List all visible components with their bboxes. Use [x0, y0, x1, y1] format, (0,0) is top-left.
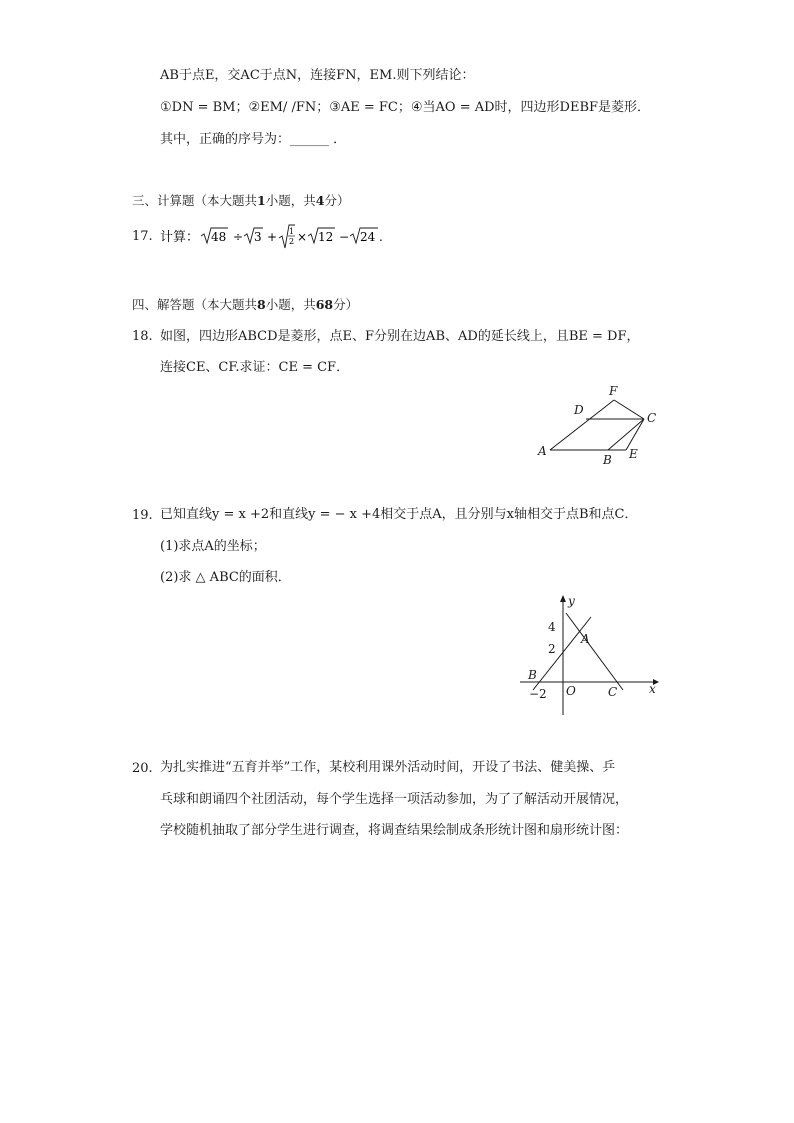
line-y-equals-x-plus-2 — [533, 617, 591, 690]
q19-part-2: (2)求 △ ABC的面积． — [160, 570, 291, 585]
label-F: F — [609, 384, 618, 398]
q17-radicand-3: 3 — [254, 230, 262, 244]
q17-radicand-12: 12 — [318, 230, 334, 244]
section-4-end: 分） — [333, 297, 359, 312]
q17-end: . — [379, 230, 383, 244]
section-3-header — [132, 192, 349, 210]
section-4-mid: 小题，共 — [265, 297, 316, 312]
q17-op-divide: ÷ — [233, 230, 244, 244]
q19-line-1: 已知直线y = x +2和直线y = − x +4相交于点A，且分别与x轴相交于点B和点C． — [160, 507, 638, 522]
line-y-equals-neg-x-plus-4 — [566, 613, 623, 690]
q19-part-1: (1)求点A的坐标； — [160, 539, 266, 554]
section-4-title: 四、解答题（本大题共 — [132, 297, 258, 312]
q19-number: 19. — [132, 508, 153, 523]
q17-op-plus: + — [267, 230, 278, 244]
q20-line-2: 乓球和朗诵四个社团活动，每个学生选择一项活动参加，为了了解活动开展情况， — [160, 792, 629, 807]
q17-frac-den: 2 — [289, 237, 295, 246]
q17-op-times: × — [297, 230, 308, 244]
label-y: y — [568, 594, 575, 608]
q20-line-1: 为扎实推进“五育并举”工作，某校利用课外活动时间，开设了书法、健美操、乒 — [160, 760, 616, 775]
segment-FC — [614, 400, 644, 419]
section-4-header — [132, 296, 358, 314]
section-3-score: 4 — [315, 193, 325, 208]
label-B: B — [528, 668, 537, 682]
label-C: C — [608, 685, 618, 699]
label-A: A — [538, 444, 547, 458]
label-C: C — [647, 411, 657, 425]
tick-neg2: −2 — [529, 687, 547, 701]
q20-line-3: 学校随机抽取了部分学生进行调查，将调查结果绘制成条形统计图和扇形统计图： — [160, 823, 629, 838]
section-4-score: 68 — [315, 297, 334, 312]
section-3-title: 三、计算题（本大题共 — [132, 193, 258, 208]
q17-radicand-24: 24 — [360, 230, 376, 244]
section-3-mid: 小题，共 — [265, 193, 316, 208]
q17-formula — [160, 222, 400, 252]
label-x: x — [649, 682, 656, 696]
label-E: E — [629, 447, 638, 461]
q18-line-1: 如图，四边形ABCD是菱形，点E、F分别在边AB、AD的延长线上，且BE = DF， — [160, 329, 640, 344]
section-3-count: 1 — [257, 193, 266, 208]
q18-line-2: 连接CE、CF.求证：CE = CF． — [160, 360, 350, 375]
q17-frac-num: 1 — [289, 227, 295, 236]
segment-BC — [608, 419, 644, 450]
q17-radicand-48: 48 — [211, 230, 227, 244]
y-axis-arrow-icon — [560, 595, 566, 602]
q18-number: 18. — [132, 329, 153, 344]
tick-4: 4 — [548, 620, 556, 634]
label-A: A — [581, 632, 590, 646]
label-D: D — [574, 403, 584, 417]
label-O: O — [566, 684, 576, 698]
section-3-end: 分） — [324, 193, 350, 208]
q18-rhombus-figure — [530, 380, 670, 470]
q16-line-3: 其中，正确的序号为：______ ． — [160, 132, 347, 147]
q17-op-minus: − — [339, 230, 350, 244]
q19-coordinate-figure — [515, 590, 665, 720]
q17-number: 17. — [132, 229, 153, 244]
q20-number: 20. — [132, 761, 153, 776]
q17-label: 计算： — [160, 230, 200, 245]
q16-line-2: ①DN = BM；②EM/ /FN；③AE = FC；④当AO = AD时，四边形DEBF是菱形． — [160, 100, 651, 115]
tick-2: 2 — [548, 642, 556, 656]
section-4-count: 8 — [257, 297, 266, 312]
segment-EC — [626, 419, 644, 450]
q16-line-1: AB于点E，交AC于点N，连接FN，EM.则下列结论： — [160, 68, 475, 83]
label-B: B — [603, 453, 612, 467]
